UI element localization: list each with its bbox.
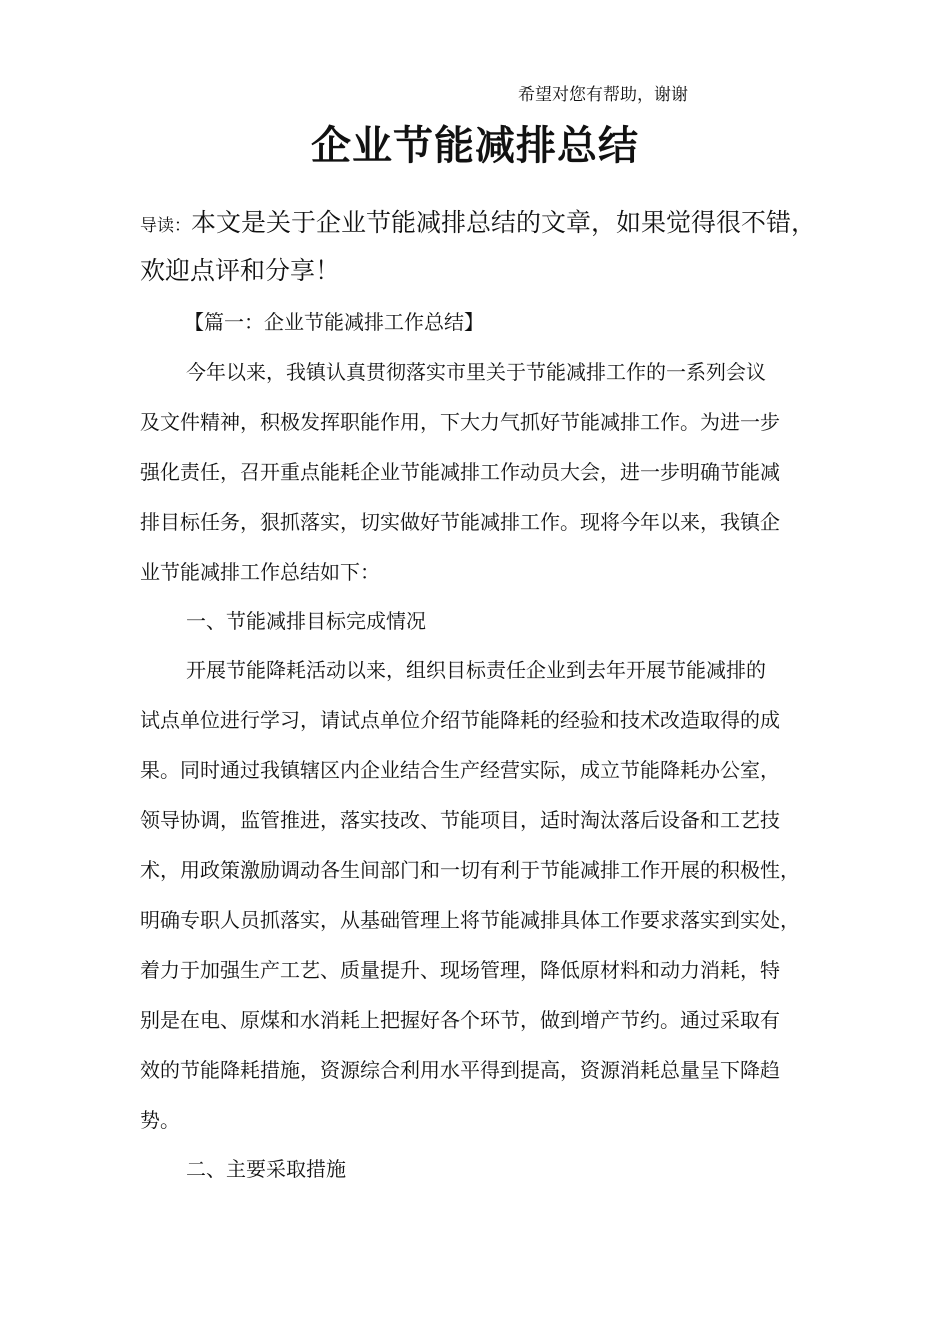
- paragraph-2-line: 开展节能降耗活动以来，组织目标责任企业到去年开展节能减排的: [186, 658, 766, 682]
- header-note: 希望对您有帮助，谢谢: [518, 85, 688, 105]
- paragraph-1-line: 排目标任务，狠抓落实，切实做好节能减排工作。现将今年以来，我镇企: [140, 510, 780, 534]
- paragraph-2-line: 着力于加强生产工艺、质量提升、现场管理，降低原材料和动力消耗，特: [140, 958, 780, 982]
- intro-line-1: [140, 207, 840, 242]
- paragraph-2-line: 术，用政策激励调动各生间部门和一切有利于节能减排工作开展的积极性，: [140, 858, 800, 882]
- paragraph-1-line: 今年以来，我镇认真贯彻落实市里关于节能减排工作的一系列会议: [186, 360, 766, 384]
- section-1-heading: 一、节能减排目标完成情况: [186, 609, 426, 633]
- page-title: 企业节能减排总结: [311, 123, 639, 169]
- intro-label: 导读：: [140, 216, 191, 236]
- paragraph-2-line: 势。: [140, 1108, 180, 1132]
- section-2-heading: 二、主要采取措施: [186, 1157, 346, 1181]
- paragraph-2-line: 明确专职人员抓落实，从基础管理上将节能减排具体工作要求落实到实处，: [140, 908, 800, 932]
- part-heading: 【篇一：企业节能减排工作总结】: [184, 310, 484, 334]
- paragraph-2-line: 别是在电、原煤和水消耗上把握好各个环节，做到增产节约。通过采取有: [140, 1008, 780, 1032]
- paragraph-1-line: 业节能减排工作总结如下：: [140, 560, 380, 584]
- paragraph-1-line: 及文件精神，积极发挥职能作用，下大力气抓好节能减排工作。为进一步: [140, 410, 780, 434]
- intro-line-2: 欢迎点评和分享！: [140, 256, 341, 285]
- paragraph-2-line: 果。同时通过我镇辖区内企业结合生产经营实际，成立节能降耗办公室，: [140, 758, 780, 782]
- paragraph-2-line: 试点单位进行学习，请试点单位介绍节能降耗的经验和技术改造取得的成: [140, 708, 780, 732]
- paragraph-2-line: 效的节能降耗措施，资源综合利用水平得到提高，资源消耗总量呈下降趋: [140, 1058, 780, 1082]
- paragraph-1-line: 强化责任，召开重点能耗企业节能减排工作动员大会，进一步明确节能减: [140, 460, 780, 484]
- paragraph-2-line: 领导协调，监管推进，落实技改、节能项目，适时淘汰落后设备和工艺技: [140, 808, 780, 832]
- intro-text-1: 本文是关于企业节能减排总结的文章，如果觉得很不错，: [191, 208, 817, 237]
